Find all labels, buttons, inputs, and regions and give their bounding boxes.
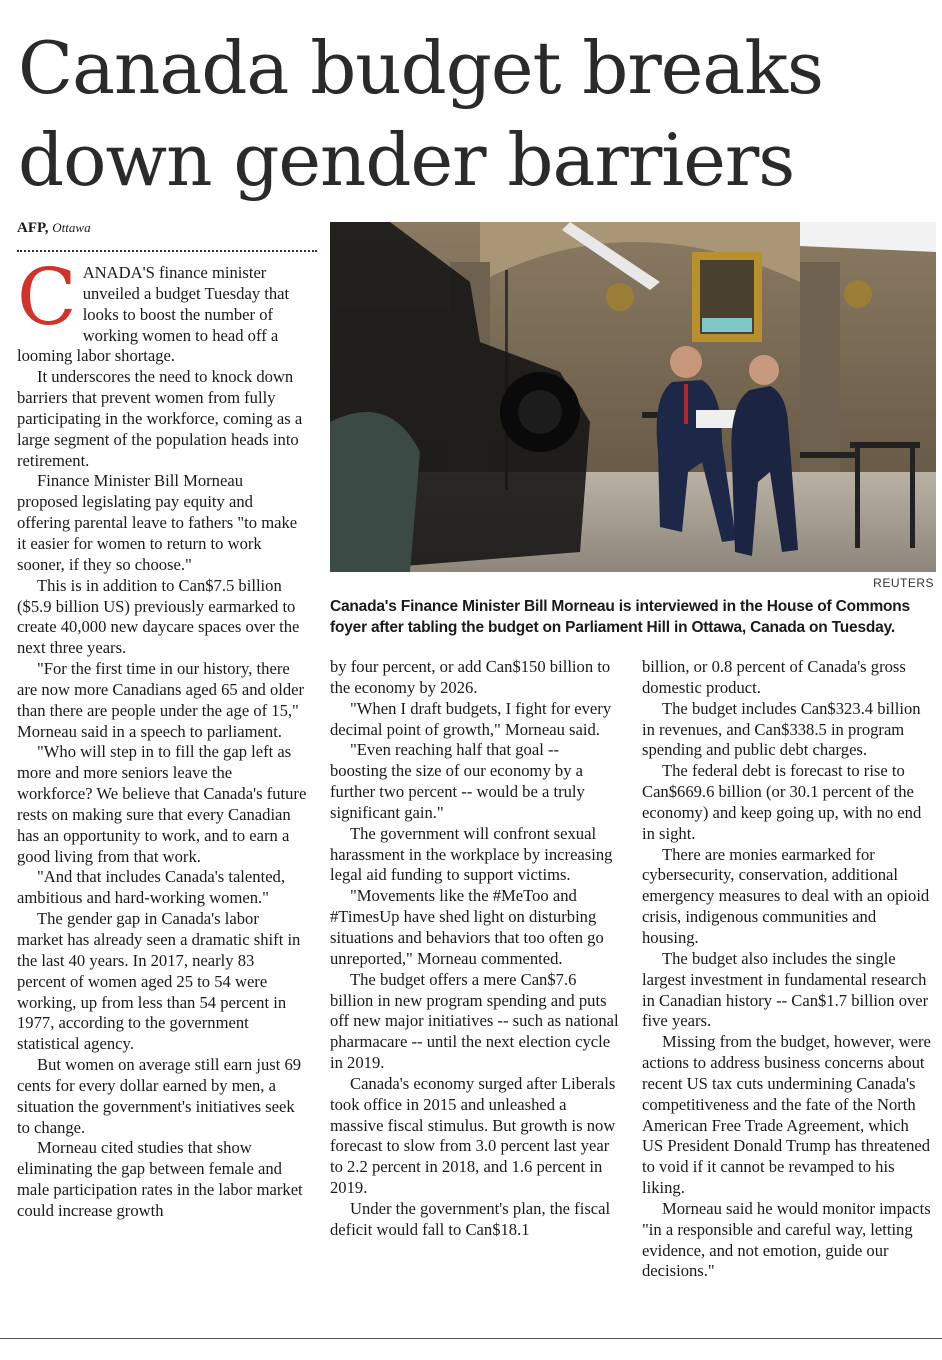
- body-paragraph: "And that includes Canada's talented, ambitious and hard-working women.": [17, 867, 285, 908]
- body-paragraph: "Even reaching half that goal -- boosting the size of our economy by a further two percent -- would be a truly significant gain.": [330, 740, 585, 822]
- headline-line-2: down gender barriers: [18, 118, 795, 202]
- body-paragraph: "Movements like the #MeToo and #TimesUp have shed light on disturbing situations and behaviors that too often go unreported," Morneau commented.: [330, 886, 604, 968]
- body-paragraph: The budget includes Can$323.4 billion in revenues, and Can$338.5 in program spending and public debt charges.: [642, 698, 921, 760]
- byline-divider: [17, 250, 317, 252]
- body-paragraph: The budget also includes the single largest investment in fundamental research in Canadian history -- Can$1.7 billion over five years.: [642, 948, 929, 1031]
- body-paragraph: Missing from the budget, however, were actions to address business concerns about recent US tax cuts undermining Canada's competitiveness and the fate of the North American Free Trade Agreement, which US President Donald Trump has threatened to void if it cannot be revamped to his liking.: [642, 1032, 931, 1198]
- body-paragraph: Morneau cited studies that show eliminating the gap between female and male participation rates in the labor market could increase growth: [17, 1138, 303, 1220]
- interview-scene-illustration: [330, 222, 936, 572]
- body-paragraph: But women on average still earn just 69 cents for every dollar earned by men, a situation the government's initiatives seek to change.: [17, 1055, 302, 1137]
- body-paragraph: There are monies earmarked for cybersecurity, conservation, additional emergency measures to deal with an opioid crisis, indigenous communities and housing.: [642, 844, 930, 947]
- byline: [17, 220, 317, 237]
- photo-caption: Canada's Finance Minister Bill Morneau is interviewed in the House of Commons foyer after tabling the budget on Parliament Hill in Ottawa, Canada on Tuesday.: [330, 598, 910, 636]
- body-paragraph: Finance Minister Bill Morneau proposed legislating pay equity and offering parental leave to fathers "to make it easier for women to return to work sooner, if they so choose.": [17, 471, 298, 574]
- body-paragraph: billion, or 0.8 percent of Canada's gross domestic product.: [642, 657, 906, 697]
- body-paragraph: Under the government's plan, the fiscal deficit would fall to Can$18.1: [330, 1198, 611, 1239]
- column-1-body: [17, 367, 307, 1222]
- column-3-body: [642, 657, 934, 1282]
- body-paragraph: "For the first time in our history, there are now more Canadians aged 65 and older than there are people under the age of 15," Morneau said in a speech to parliament.: [17, 659, 305, 741]
- body-paragraph: It underscores the need to knock down barriers that prevent women from fully participating in the workforce, coming as a large segment of the population heads into retirement.: [17, 367, 303, 470]
- body-paragraph: The gender gap in Canada's labor market has already seen a dramatic shift in the last 40 years. In 2017, nearly 83 percent of women aged 25 to 54 were working, up from less than 54 percent in 1977, according to the government statistical agency.: [17, 909, 301, 1054]
- page-bottom-rule: [0, 1338, 942, 1339]
- article-column-1: [17, 253, 307, 1222]
- body-paragraph: Canada's economy surged after Liberals took office in 2015 and unleashed a massive fiscal stimulus. But growth is now forecast to slow from 3.0 percent last year to 2.2 percent in 2018, and 1.6 percent in 2019.: [330, 1073, 616, 1198]
- byline-dateline: Ottawa: [52, 220, 91, 235]
- article-column-2: [330, 657, 620, 1241]
- article-column-3: [642, 657, 934, 1282]
- headline-line-1: Canada budget breaks: [18, 26, 823, 110]
- body-paragraph: The budget offers a mere Can$7.6 billion in new program spending and puts off new major initiatives -- such as national pharmacare -- until the next election cycle in 2019.: [330, 969, 619, 1073]
- body-paragraph: by four percent, or add Can$150 billion to the economy by 2026.: [330, 657, 611, 697]
- lead-text: finance minister unveiled a budget Tuesday that looks to boost the number of working women to head off a looming labor shortage.: [17, 263, 290, 366]
- body-paragraph: The government will confront sexual harassment in the workplace by increasing legal aid funding to support victims.: [330, 823, 613, 885]
- headline: [18, 22, 928, 206]
- body-paragraph: "Who will step in to fill the gap left as more and more seniors leave the workforce? We believe that Canada's future rests on making sure that every Canadian has an opportunity to work, and to earn a good living from that work.: [17, 742, 307, 866]
- lead-paragraph: [17, 253, 307, 367]
- lead-caps: ANADA'S: [82, 263, 155, 282]
- photo-credit: REUTERS: [873, 576, 934, 590]
- body-paragraph: This is in addition to Can$7.5 billion ($5.9 billion US) previously earmarked to create 40,000 new daycare spaces over the next three years.: [17, 575, 300, 658]
- body-paragraph: "When I draft budgets, I fight for every decimal point of growth," Morneau said.: [330, 698, 612, 739]
- dropcap: C: [17, 253, 77, 343]
- column-2-body: [330, 657, 620, 1241]
- body-paragraph: Morneau said he would monitor impacts "in a responsible and careful way, letting evidence, and not emotion, guide our decisions.": [642, 1198, 931, 1281]
- news-photo: [330, 222, 936, 572]
- byline-agency: AFP,: [17, 220, 49, 236]
- body-paragraph: The federal debt is forecast to rise to Can$669.6 billion (or 30.1 percent of the economy) and keep going up, with no end in sight.: [642, 761, 922, 843]
